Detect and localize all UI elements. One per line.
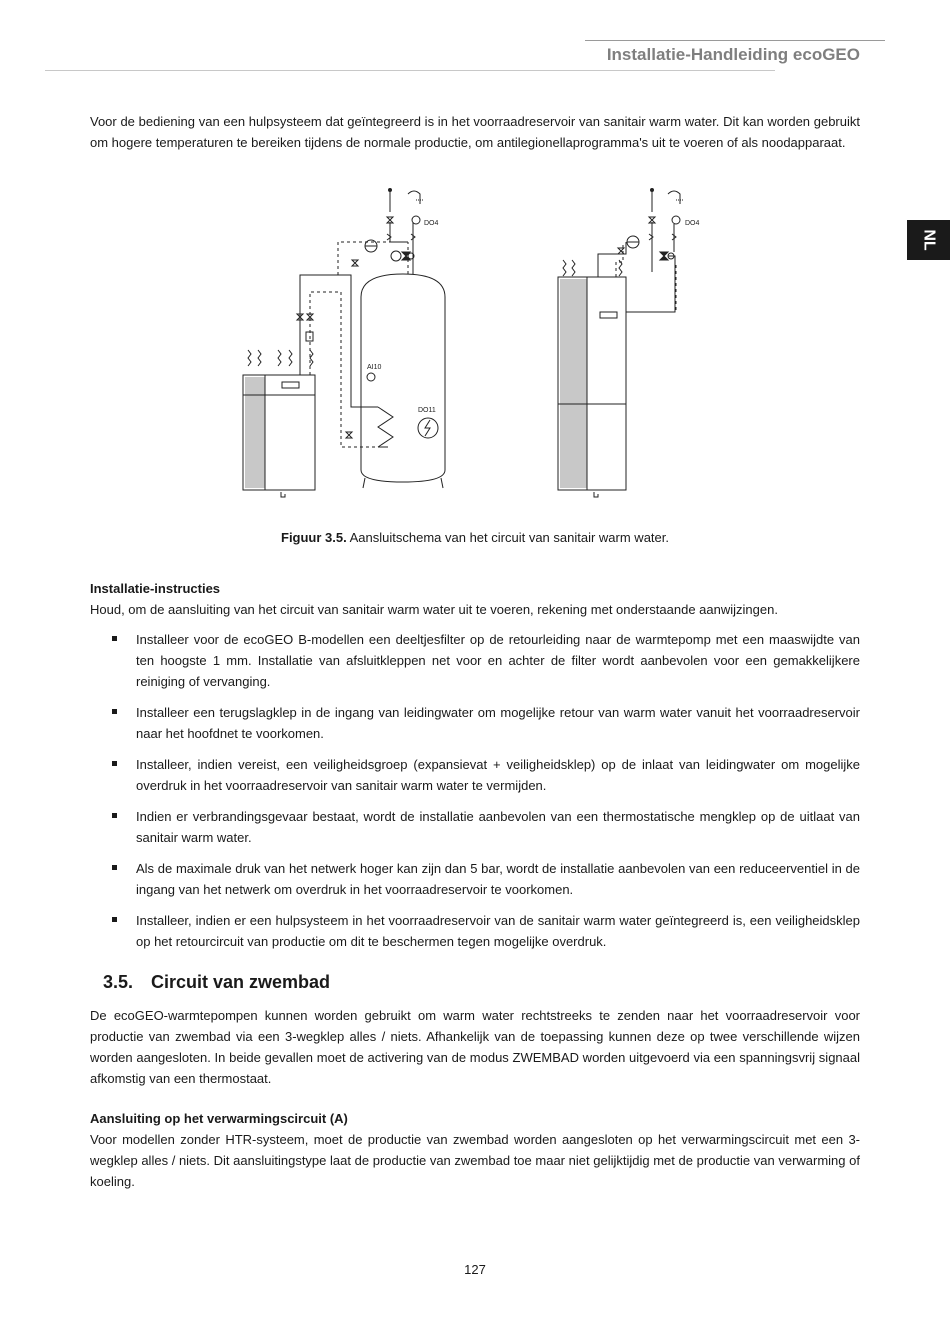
list-item: Indien er verbrandingsgevaar bestaat, wordt de installatie aanbevolen van een thermostatische mengklep op de uitlaat van sanitair warm water. — [90, 806, 860, 848]
list-item: Installeer voor de ecoGEO B-modellen een deeltjesfilter op de retourleiding naar de warmtepomp met een maaswijdte van ten hoogste 1 mm. Installatie van afsluitkleppen net voor en achter de filter wordt aanbevolen voor een gemakkelijkere reiniging of vervanging. — [90, 629, 860, 692]
label-do11: DO11 — [418, 407, 436, 414]
bullet-marker — [112, 813, 117, 818]
subsection — [90, 1108, 860, 1192]
list-item: Installeer, indien vereist, een veiligheidsgroep (expansievat + veiligheidsklep) op de inlaat van leidingwater om mogelijke overdruk in het voorraadreservoir van sanitair warm water te vermijden. — [90, 754, 860, 796]
intro-text: Voor de bediening van een hulpsysteem dat geïntegreerd is in het voorraadreservoir van sanitair warm water. Dit kan worden gebruikt om hogere temperaturen te bereiken tijdens de normale productie, om antilegionellaprogramma's uit te voeren of als noodapparaat. — [90, 114, 860, 150]
list-item: Installeer een terugslagklep in de ingang van leidingwater om mogelijke retour van warm water vanuit het voorraadreservoir naar het hoofdnet te voorkomen. — [90, 702, 860, 744]
page-number: 127 — [464, 1262, 486, 1277]
language-tab-label: NL — [920, 229, 938, 251]
dhw-connection-diagram — [228, 182, 718, 512]
label-do4-left: DO4 — [424, 220, 439, 227]
section-number: 3.5. — [103, 972, 134, 992]
label-ai10: AI10 — [367, 364, 382, 371]
list-item: Als de maximale druk van het netwerk hoger kan zijn dan 5 bar, wordt de installatie aanbevolen van een reduceerventiel in de ingang van het netwerk om overdruk in het voorraadreservoir te voorkomen. — [90, 858, 860, 900]
install-bullet-list — [90, 629, 860, 952]
bullet-marker — [112, 917, 117, 922]
section-body-text: De ecoGEO-warmtepompen kunnen worden gebruikt om warm water rechtstreeks te zenden naar het voorraadreservoir voor productie van zwembad via een 3-wegklep alles / niets. Afhankelijk van de toepassing kunnen deze op twee verschillende wijzen worden aangesloten. In beide gevallen moet de activering van de modus ZWEMBAD worden uitgevoerd via een spanningsvrij signaal afkomstig van een thermostaat. — [90, 1008, 860, 1086]
figure-caption — [0, 530, 950, 545]
subsection-heading: Aansluiting op het verwarmingscircuit (A) — [90, 1111, 348, 1126]
language-tab — [907, 220, 950, 260]
install-heading: Installatie-instructies — [90, 581, 221, 596]
install-section — [90, 578, 860, 962]
figure-caption-number: Figuur 3.5. — [281, 530, 347, 545]
section-heading — [103, 972, 330, 993]
figure-caption-text: Aansluitschema van het circuit van sanitair warm water. — [346, 530, 669, 545]
install-intro: Houd, om de aansluiting van het circuit van sanitair warm water uit te voeren, rekening met onderstaande aanwijzingen. — [90, 602, 778, 617]
header-title: Installatie-Handleiding ecoGEO — [606, 45, 860, 64]
label-do4-right: DO4 — [685, 220, 700, 227]
heat-pump-right-display — [600, 312, 617, 318]
subsection-body: Voor modellen zonder HTR-systeem, moet de productie van zwembad worden aangesloten op het verwarmingscircuit met een 3-wegklep alles / niets. Dit aansluitingstype laat de productie van zwembad toe maar niet gelijktijdig met de productie van verwarming of koeling. — [90, 1132, 860, 1189]
dhw-tank — [361, 274, 445, 482]
heat-pump-left-display — [282, 382, 299, 388]
bullet-marker — [112, 709, 117, 714]
bullet-marker — [112, 865, 117, 870]
bullet-marker — [112, 636, 117, 641]
header-rule-top — [585, 40, 885, 41]
bullet-marker — [112, 761, 117, 766]
section-title-text: Circuit van zwembad — [151, 972, 331, 992]
header-rule-bottom — [45, 70, 775, 71]
intro-paragraph — [90, 111, 860, 153]
section-body — [90, 1005, 860, 1089]
list-item: Installeer, indien er een hulpsysteem in het voorraadreservoir van de sanitair warm water geïntegreerd is, een veiligheidsklep op het retourcircuit van productie om dit te beschermen tegen mogelijke overdruk. — [90, 910, 860, 952]
